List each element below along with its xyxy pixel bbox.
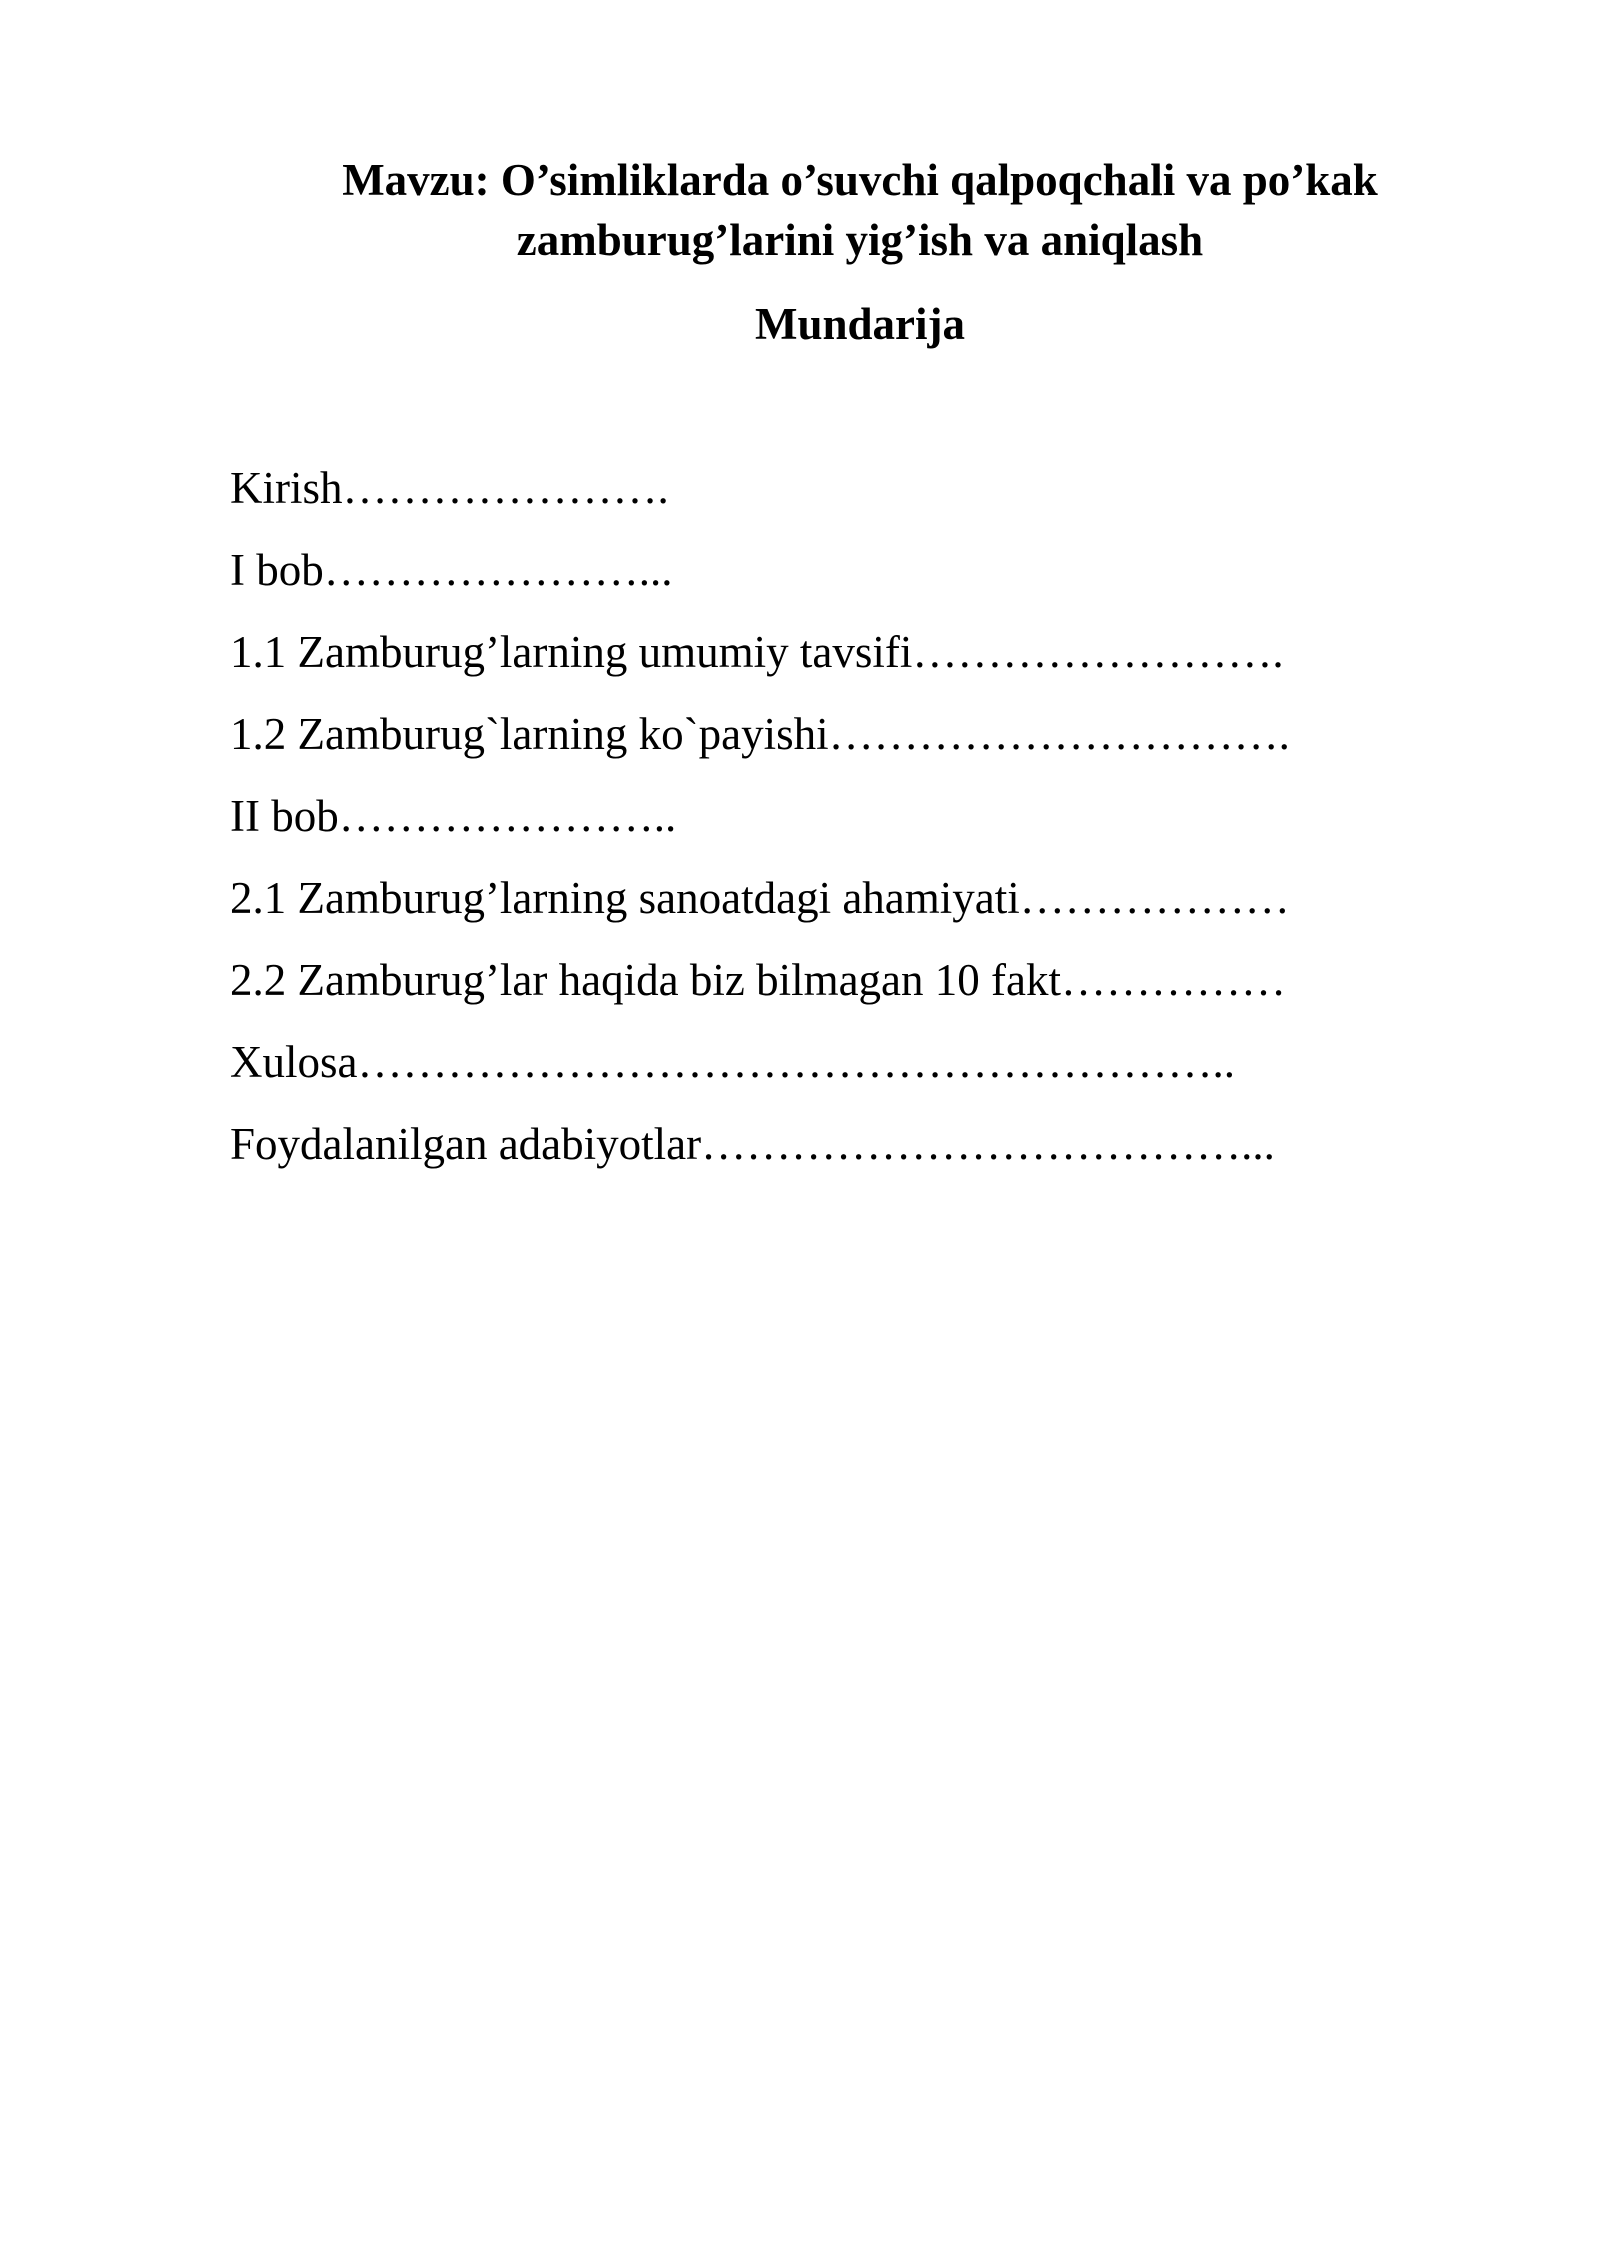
- toc-item-section-2-1: 2.1 Zamburug’larning sanoatdagi ahamiyati………………: [230, 873, 1290, 923]
- toc-item-chapter-1: I bob…………………...: [230, 545, 673, 595]
- toc-item-section-1-1: 1.1 Zamburug’larning umumiy tavsifi…………………….: [230, 627, 1284, 677]
- toc-item-chapter-2: II bob…………………..: [230, 791, 677, 841]
- title-line-1: Mavzu: O’simliklarda o’suvchi qalpoqchali va po’kak: [342, 155, 1378, 205]
- toc-item-references: Foydalanilgan adabiyotlar………………………………...: [230, 1119, 1275, 1169]
- toc-heading: Mundarija: [754, 299, 965, 349]
- title-line-2: zamburug’larini yig’ish va aniqlash: [516, 215, 1204, 265]
- table-of-contents: [230, 456, 1430, 1194]
- toc-item-xulosa: Xulosa…………………………………………………..: [230, 1037, 1235, 1087]
- toc-item-section-1-2: 1.2 Zamburug`larning ko`payishi………………………….: [230, 709, 1290, 759]
- toc-item-kirish: Kirish………………….: [230, 463, 669, 513]
- document-title: [290, 150, 1430, 270]
- toc-item-section-2-2: 2.2 Zamburug’lar haqida biz bilmagan 10 fakt……………: [230, 955, 1286, 1005]
